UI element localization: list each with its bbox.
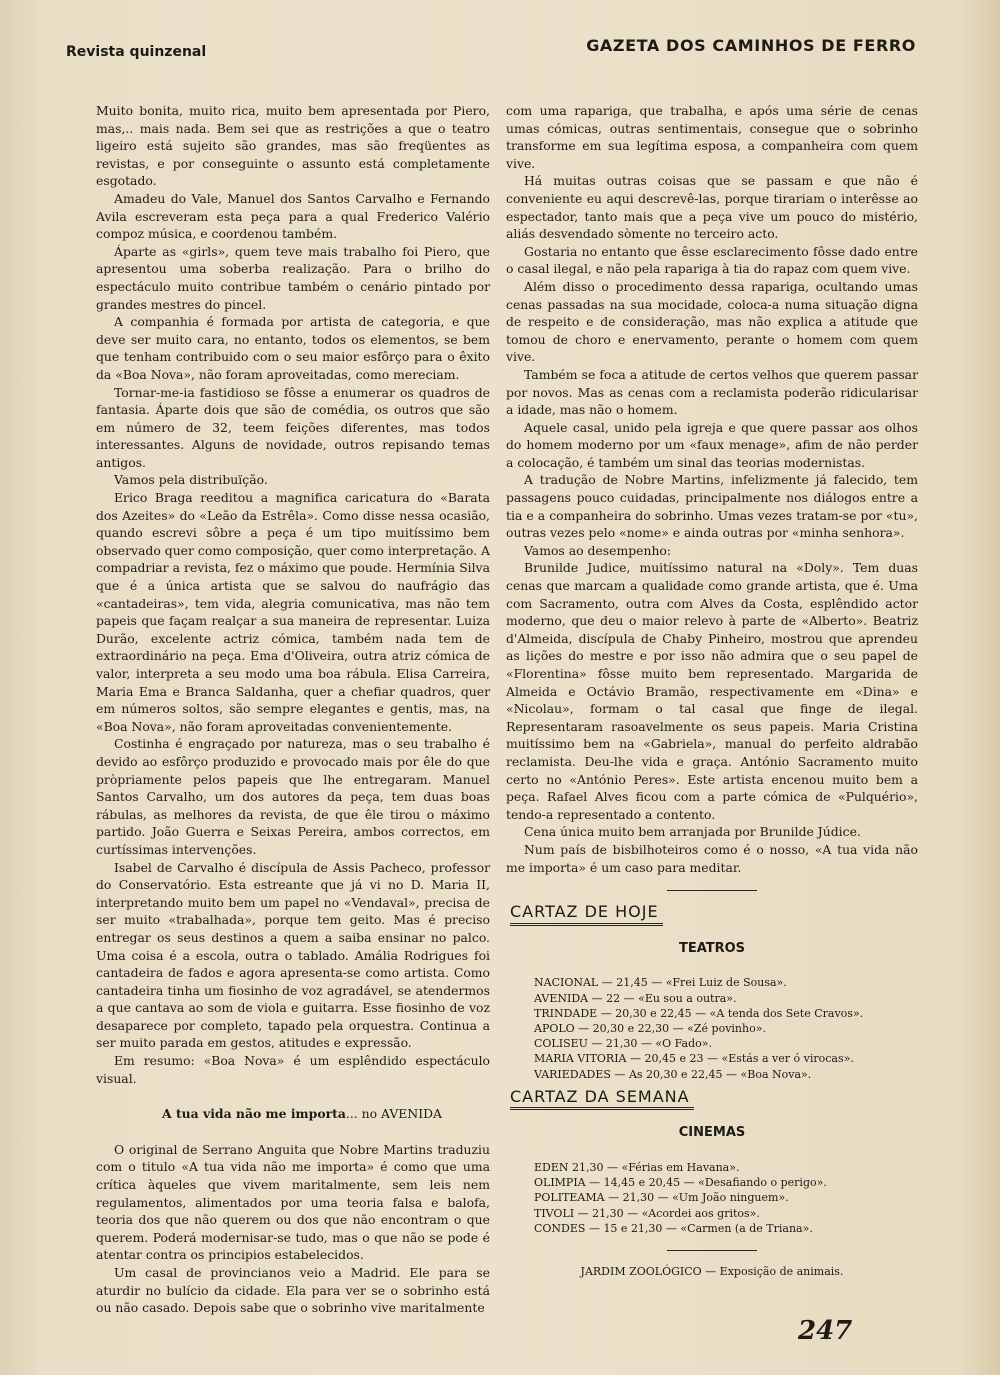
list-item: CONDES — 15 e 21,30 — «Carmen (a de Triana». [534,1221,813,1235]
paragraph: Amadeu do Vale, Manuel dos Santos Carvalho e Fernando Avila escreveram esta peça para a qual Frederico Valério compoz música, e coordenou também. [96,190,490,242]
paragraph: O original de Serrano Anguita que Nobre Martins traduziu com o titulo «A tua vida não me importa» é como que uma crítica àqueles que vivem maritalmente, sem leis nem regulamentos, alimentados por uma teoria falsa e balofa, teoria dos que não querem ou dos que não encontram o que querem. Poderá modernisar-se tudo, mas o que não se pode é atentar contra os principios estabelecidos. [96,1141,490,1263]
cartaz-hoje [506,903,918,1082]
subtitle-bold: A tua vida não me importa [162,1106,346,1122]
list-item: POLITEAMA — 21,30 — «Um João ninguem». [534,1191,789,1205]
paragraph: Isabel de Carvalho é discípula de Assis Pacheco, professor do Conservatório. Esta estreante que já vi no D. Maria II, interpretando muito bem um papel no «Vendaval», precisa de ser muito «trabalhada», porque tem geito. Mas é preciso entregar os seus destinos a quem a saiba ensinar no palco. Uma coisa é a escola, outra o tablado. Amália Rodrigues foi cantadeira de fados e agora apresenta-se como artista. Como cantadeira tinha um fiosinho de voz agradável, se atendermos a que cantava ao som de viola e guitarra. Esse fiosinho de voz desaparece por completo, tapado pela orquestra. Continua a ser muito parada em gestos, atitudes e expressão. [96,859,490,1051]
paragraph: Em resumo: «Boa Nova» é um esplêndido espectáculo visual. [96,1053,490,1086]
paragraph: Num país de bisbilhoteiros como é o nosso, «A tua vida não me importa» é um caso para meditar. [506,841,918,875]
paragraph: Cena única muito bem arranjada por Brunilde Júdice. [524,824,861,840]
paragraph: Também se foca a atitude de certos velhos que querem passar por novos. Mas as cenas com a reclamista poderão ridicularisar a idade, mas não o homem. [506,366,918,418]
cartaz-semana-title: CARTAZ DA SEMANA [510,1088,694,1111]
divider [667,1250,757,1251]
section-teatros: TEATROS [678,940,746,956]
paragraph: Muito bonita, muito rica, muito bem apresentada por Piero, mas,.. mais nada. Bem sei que as restrições a que o teatro ligeiro está sujeito são grandes, mas são freqüentes as revistas, e por conseguinte o assunto está completamente esgotado. [96,103,490,189]
paragraph: Há muitas outras coisas que se passam e que não é conveniente eu aqui descrevê-las, porque tirariam o interêsse ao espectador, tanto mais que a peça vive um pouco do mistério, aliás desvendado sòmente no terceiro acto. [506,173,918,242]
list-item: APOLO — 20,30 e 22,30 — «Zé povinho». [534,1021,766,1035]
cartaz-semana [506,1088,918,1281]
article-subtitle [96,1105,490,1123]
list-item: TRINDADE — 20,30 e 22,45 — «A tenda dos Sete Cravos». [534,1006,864,1020]
right-column [506,102,918,1281]
paragraph: Áparte as «girls», quem teve mais trabalho foi Piero, que apresentou uma soberba realização. Para o brilho do espectáculo muito contribue também o cenário pintado por grandes mestres do pincel. [96,243,490,312]
header-right: GAZETA DOS CAMINHOS DE FERRO [586,36,916,55]
subtitle-rest: ... no AVENIDA [345,1106,442,1122]
list-item: NACIONAL — 21,45 — «Frei Luiz de Sousa». [534,976,787,990]
paragraph: Costinha é engraçado por natureza, mas o seu trabalho é devido ao esfôrço produzido e provocado mais por êle do que pròpriamente pelos papeis que lhe entregaram. Manuel Santos Carvalho, um dos autores da peça, tem duas boas rábulas, as melhores da revista, de que êle tirou o máximo partido. João Guerra e Seixas Pereira, ambos correctos, em curtíssimas intervenções. [96,736,490,857]
paragraph: A companhia é formada por artista de categoria, e que deve ser muito cara, no entanto, todos os elementos, se bem que tenham contribuido com o seu maior esfôrço para o êxito da «Boa Nova», não foram aproveitadas, como mereciam. [96,314,490,382]
list-item: TIVOLI — 21,30 — «Acordei aos gritos». [534,1206,760,1220]
teatros-list [534,975,918,1081]
list-item: VARIEDADES — As 20,30 e 22,45 — «Boa Nova». [534,1067,812,1081]
paragraph: Vamos ao desempenho: [524,542,672,558]
paragraph: Além disso o procedimento dessa rapariga, ocultando umas cenas passadas na sua mocidade, coloca-a numa situação digna de respeito e de consideração, mas não explica a atitude que tomou de choro e enervamento, perante o homem com quem vive. [506,278,918,365]
header-left: Revista quinzenal [66,44,207,60]
divider [667,890,757,891]
cinemas-list [534,1160,918,1236]
paragraph: Vamos pela distribuïção. [114,472,268,488]
paragraph: A tradução de Nobre Martins, infelizmente já falecido, tem passagens pouco cuidadas, principalmente nos diálogos entre a tia e a companheira do sobrinho. Umas vezes tratam-se por «tu», outras vezes pelo «nome» e ainda outras por «minha senhora». [506,472,918,541]
section-cinemas: CINEMAS [678,1125,746,1141]
list-item: COLISEU — 21,30 — «O Fado». [534,1037,712,1051]
jardim-zoologico: JARDIM ZOOLÓGICO — Exposição de animais. [580,1264,844,1278]
paragraph: Um casal de provincianos veio a Madrid. Ele para se aturdir no bulício da cidade. Ela para ver se o sobrinho está ou não casado. Depois sabe que o sobrinho vive maritalmente [96,1265,490,1316]
cartaz-hoje-title: CARTAZ DE HOJE [510,903,663,926]
list-item: OLIMPIA — 14,45 e 20,45 — «Desafiando o perigo». [534,1176,827,1190]
paragraph: Gostaria no entanto que êsse esclarecimento fôsse dado entre o casal ilegal, e não pela rapariga à tia do rapaz com quem vive. [506,243,918,277]
list-item: AVENIDA — 22 — «Eu sou a outra». [534,991,737,1005]
paragraph: Aquele casal, unido pela igreja e que quere passar aos olhos do homem moderno por um «faux menage», afim de não perder a colocação, é também um sinal das teorias modernistas. [506,419,918,470]
paragraph: Brunilde Judice, muitíssimo natural na «Doly». Tem duas cenas que marcam a qualidade como grande artista, que é. Uma com Sacramento, outra com Alves da Costa, esplêndido actor moderno, que deu o maior relevo à parte de «Alberto». Beatriz d'Almeida, discípula de Chaby Pinheiro, mostrou que aprendeu as lições do mestre e por isso não admira que o seu papel de «Florentina» fôsse muito bem representado. Margarida de Almeida e Octávio Bramão, respectivamente em «Dina» e «Nicolau», formam o tal casal que finge de ilegal. Representaram rasoavelmente os seus papeis. Maria Cristina muitíssimo bem na «Gabriela», manual do perfeito aldrabão reclamista. Deu-lhe vida e graça. António Sacramento muito certo no «António Peres». Este artista encenou muito bem a peça. Rafael Alves ficou com a parte cómica de «Pulquério», tendo-a representado a contento. [506,560,918,822]
paragraph: com uma rapariga, que trabalha, e após uma série de cenas umas cómicas, outras sentimentais, consegue que o sobrinho transforme em sua legítima esposa, a companheira com quem vive. [506,103,918,171]
paragraph: Tornar-me-ia fastidioso se fôsse a enumerar os quadros de fantasia. Áparte dois que são de comédia, os outros que são em número de 32, teem feições diferentes, mas todos interessantes. Alguns de novidade, outros repisando temas antigos. [96,384,490,470]
list-item: MARIA VITORIA — 20,45 e 23 — «Estás a ver ó virocas». [534,1052,854,1066]
paragraph: Erico Braga reeditou a magnifica caricatura do «Barata dos Azeites» do «Leão da Estrêla». Como disse nessa ocasião, quando escrevi sôbre a peça é um tipo muitíssimo bem observado quer como composição, quer como interpretação. A compadriar a revista, fez o máximo que poude. Hermínia Silva que é a única artista que se salvou do naufrágio das «cantadeiras», tem vida, alegria comunicativa, mas não tem papeis que façam realçar a sua maneira de representar. Luiza Durão, excelente actriz cómica, também nada tem de extraordinário na peça. Ema d'Oliveira, outra atriz cómica de valor, interpreta a seu modo uma boa rábula. Elisa Carreira, Maria Ema e Branca Saldanha, quer a chefiar quadros, quer em números soltos, são sempre elegantes e gentis, mas, na «Boa Nova», não foram aproveitadas convenientemente. [96,490,490,734]
left-column [96,102,490,1317]
list-item: EDEN 21,30 — «Férias em Havana». [534,1160,740,1174]
page-number: 247 [798,1316,853,1346]
